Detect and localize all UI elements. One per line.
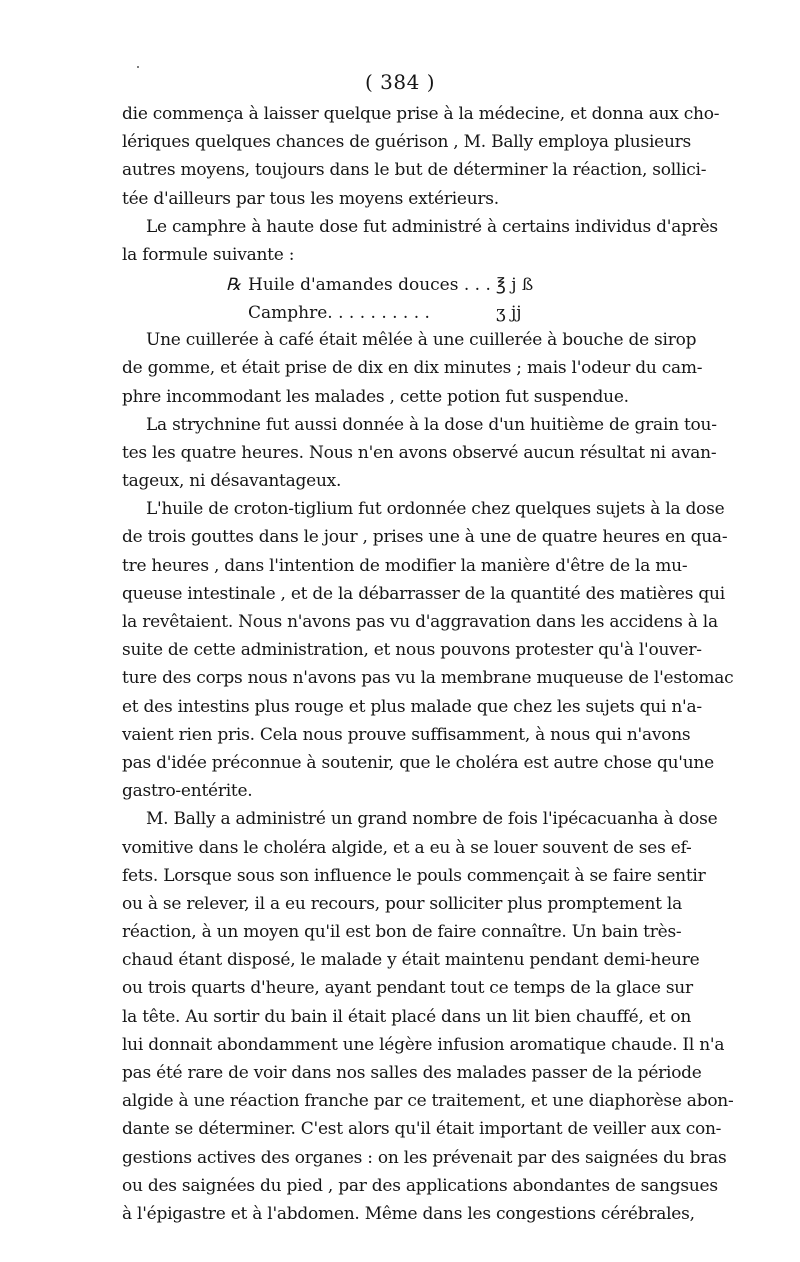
- text-line: phre incommodant les malades , cette potion fut suspendue.: [122, 386, 629, 407]
- text-line: pas d'idée préconnue à soutenir, que le choléra est autre chose qu'une: [122, 752, 714, 773]
- text-line: et des intestins plus rouge et plus malade que chez les sujets qui n'a-: [122, 696, 702, 717]
- text-line: Une cuillerée à café était mêlée à une cuillerée à bouche de sirop: [146, 330, 697, 351]
- text-line: tageux, ni désavantageux.: [122, 471, 342, 492]
- text-line: à l'épigastre et à l'abdomen. Même dans les congestions cérébrales,: [122, 1203, 695, 1224]
- text-line: ou à se relever, il a eu recours, pour solliciter plus promptement la: [122, 893, 682, 914]
- text-line: die commença à laisser quelque prise à la médecine, et donna aux cho-: [122, 104, 720, 124]
- text-line: ou des saignées du pied , par des applications abondantes de sangsues: [122, 1175, 718, 1196]
- formula-quantity: ℥ j ß: [496, 275, 534, 296]
- text-line: ou trois quarts d'heure, ayant pendant tout ce temps de la glace sur: [122, 978, 693, 999]
- print-speck: [137, 66, 139, 68]
- text-line: L'huile de croton-tiglium fut ordonnée chez quelques sujets à la dose: [146, 499, 725, 520]
- text-line: fets. Lorsque sous son influence le pouls commençait à se faire sentir: [122, 865, 706, 886]
- text-line: pas été rare de voir dans nos salles des malades passer de la période: [122, 1063, 702, 1083]
- text-line: gestions actives des organes : on les prévenait par des saignées du bras: [122, 1147, 727, 1168]
- text-line: lui donnait abondamment une légère infusion aromatique chaude. Il n'a: [122, 1034, 725, 1055]
- recipe-symbol: ℞: [226, 275, 242, 296]
- text-line: tes les quatre heures. Nous n'en avons observé aucun résultat ni avan-: [122, 442, 717, 463]
- text-line: vaient rien pris. Cela nous prouve suffisamment, à nous qui n'avons: [122, 724, 691, 745]
- body-text: [122, 100, 734, 1228]
- text-line: gastro-entérite.: [122, 781, 253, 802]
- paragraph-1: [122, 100, 720, 213]
- text-line: de gomme, et était prise de dix en dix minutes ; mais l'odeur du cam-: [122, 358, 703, 379]
- text-line: la formule suivante :: [122, 244, 295, 265]
- prescription-formula: [122, 269, 680, 326]
- text-line: lériques quelques chances de guérison , M. Bally employa plusieurs: [122, 132, 692, 153]
- text-line: algide à une réaction franche par ce traitement, et une diaphorèse abon-: [122, 1091, 734, 1112]
- page-number: ( 384 ): [365, 70, 435, 94]
- paragraph-4: [122, 411, 717, 496]
- paragraph-6: [122, 805, 734, 1228]
- text-line: chaud étant disposé, le malade y était maintenu pendant demi-heure: [122, 950, 700, 971]
- text-line: queuse intestinale , et de la débarrasser de la quantité des matières qui: [122, 583, 725, 604]
- paragraph-3: [122, 326, 703, 411]
- text-line: tre heures , dans l'intention de modifier la manière d'être de la mu-: [122, 555, 688, 576]
- formula-row: [226, 271, 534, 299]
- paragraph-5: [122, 495, 734, 805]
- text-line: ture des corps nous n'avons pas vu la membrane muqueuse de l'estomac: [122, 668, 734, 689]
- text-line: autres moyens, toujours dans le but de déterminer la réaction, sollici-: [122, 160, 707, 181]
- text-line: de trois gouttes dans le jour , prises une à une de quatre heures en qua-: [122, 527, 728, 548]
- text-line: Le camphre à haute dose fut administré à certains individus d'après: [146, 216, 718, 237]
- formula-row: [226, 299, 522, 327]
- text-line: M. Bally a administré un grand nombre de fois l'ipécacuanha à dose: [146, 809, 718, 830]
- text-line: La strychnine fut aussi donnée à la dose d'un huitième de grain tou-: [146, 414, 717, 435]
- formula-ingredient: Camphre. . . . . . . . . .: [248, 303, 430, 324]
- formula-quantity: ʒ jj: [496, 303, 522, 324]
- text-line: tée d'ailleurs par tous les moyens extérieurs.: [122, 188, 499, 209]
- formula-ingredient: Huile d'amandes douces . . .: [248, 275, 491, 296]
- text-line: vomitive dans le choléra algide, et a eu à se louer souvent de ses ef-: [122, 837, 692, 858]
- paragraph-2: [122, 213, 718, 269]
- text-line: dante se déterminer. C'est alors qu'il était important de veiller aux con-: [122, 1119, 722, 1140]
- text-line: suite de cette administration, et nous pouvons protester qu'à l'ouver-: [122, 640, 702, 661]
- text-line: réaction, à un moyen qu'il est bon de faire connaître. Un bain très-: [122, 922, 682, 943]
- text-line: la revêtaient. Nous n'avons pas vu d'aggravation dans les accidens à la: [122, 612, 718, 632]
- text-line: la tête. Au sortir du bain il était placé dans un lit bien chauffé, et on: [122, 1006, 692, 1027]
